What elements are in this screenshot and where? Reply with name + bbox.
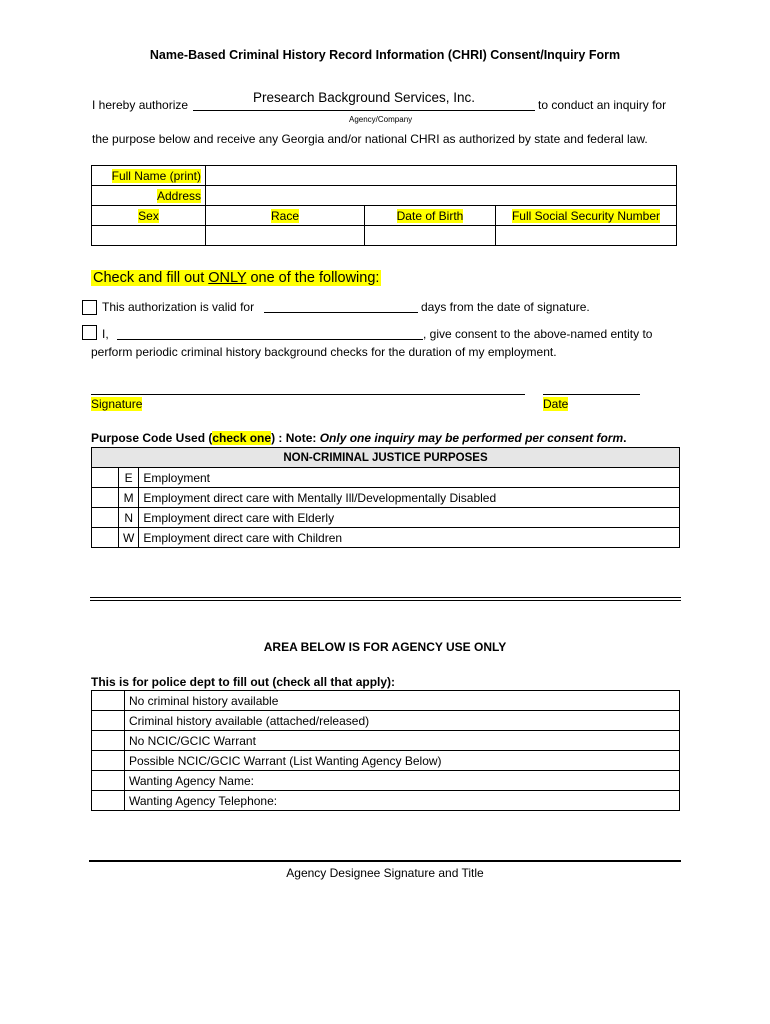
agency-row-label: No criminal history available — [125, 691, 680, 711]
date-line[interactable] — [543, 394, 640, 395]
purpose-code: E — [119, 468, 139, 488]
purpose-e-checkbox[interactable] — [92, 468, 119, 488]
purpose-table-header: NON-CRIMINAL JUSTICE PURPOSES — [92, 448, 680, 468]
purpose-desc: Employment direct care with Children — [139, 528, 680, 548]
identification-table — [91, 165, 677, 246]
agency-field[interactable] — [193, 88, 535, 111]
agency-row-label: Possible NCIC/GCIC Warrant (List Wanting Agency Below) — [125, 751, 680, 771]
agency-checkbox[interactable] — [92, 751, 125, 771]
table-row — [92, 751, 680, 771]
agency-field-value: Presearch Background Services, Inc. — [252, 90, 476, 105]
agency-table — [91, 690, 680, 811]
purpose-m-checkbox[interactable] — [92, 488, 119, 508]
table-row — [92, 731, 680, 751]
signature-line[interactable] — [91, 394, 525, 395]
agency-row-label: Wanting Agency Telephone: — [125, 791, 680, 811]
agency-checkbox[interactable] — [92, 691, 125, 711]
signature-label: Signature — [91, 397, 143, 411]
table-row — [92, 691, 680, 711]
option1-checkbox[interactable] — [82, 300, 97, 315]
purpose-code: M — [119, 488, 139, 508]
consent-name-field[interactable] — [117, 325, 423, 340]
sex-input[interactable] — [92, 226, 206, 246]
purpose-desc: Employment direct care with Elderly — [139, 508, 680, 528]
agency-checkbox[interactable] — [92, 731, 125, 751]
table-row — [92, 711, 680, 731]
purpose-w-checkbox[interactable] — [92, 528, 119, 548]
purpose-desc: Employment — [139, 468, 680, 488]
dob-input[interactable] — [365, 226, 496, 246]
purpose-code: W — [119, 528, 139, 548]
police-label: This is for police dept to fill out (check all that apply): — [91, 675, 396, 689]
date-label: Date — [543, 397, 569, 411]
agency-checkbox[interactable] — [92, 791, 125, 811]
agency-row-label: No NCIC/GCIC Warrant — [125, 731, 680, 751]
agency-checkbox[interactable] — [92, 771, 125, 791]
table-row — [92, 468, 680, 488]
page-title: Name-Based Criminal History Record Information (CHRI) Consent/Inquiry Form — [149, 48, 621, 62]
agency-caption: Agency/Company — [349, 115, 413, 124]
designee-label: Agency Designee Signature and Title — [286, 866, 484, 880]
address-input[interactable] — [206, 186, 677, 206]
days-field[interactable] — [264, 298, 418, 313]
dob-header: Date of Birth — [396, 208, 464, 223]
option2-checkbox[interactable] — [82, 325, 97, 340]
option2-suffix: , give consent to the above-named entity to — [423, 327, 653, 341]
option1-suffix: days from the date of signature. — [421, 300, 590, 314]
authorize-prefix: I hereby authorize — [92, 98, 189, 112]
sex-header: Sex — [138, 208, 159, 223]
table-row — [92, 771, 680, 791]
agency-checkbox[interactable] — [92, 711, 125, 731]
agency-row-label: Wanting Agency Name: — [125, 771, 680, 791]
check-heading: Check and fill out ONLY one of the following: — [93, 270, 380, 286]
address-label: Address — [156, 188, 201, 203]
purpose-desc: Employment direct care with Mentally Ill/Developmentally Disabled — [139, 488, 680, 508]
ssn-header: Full Social Security Number — [511, 208, 661, 223]
option2-line2: perform periodic criminal history background checks for the duration of my employment. — [91, 345, 557, 359]
race-header: Race — [270, 208, 299, 223]
section-divider — [90, 597, 681, 601]
ssn-input[interactable] — [496, 226, 677, 246]
purpose-n-checkbox[interactable] — [92, 508, 119, 528]
purpose-label: Purpose Code Used (check one) : Note: Only one inquiry may be performed per consent form. — [91, 431, 627, 445]
option1-prefix: This authorization is valid for — [102, 300, 255, 314]
purpose-table — [91, 447, 680, 548]
authorize-line2: the purpose below and receive any Georgia and/or national CHRI as authorized by state and federal law. — [92, 132, 648, 146]
full-name-label: Full Name (print) — [111, 168, 201, 183]
option2-prefix: I, — [102, 327, 109, 341]
table-row — [92, 488, 680, 508]
race-input[interactable] — [206, 226, 365, 246]
table-row — [92, 791, 680, 811]
table-row — [92, 508, 680, 528]
purpose-code: N — [119, 508, 139, 528]
table-row — [92, 528, 680, 548]
agency-heading: AREA BELOW IS FOR AGENCY USE ONLY — [263, 640, 507, 654]
designee-signature-line[interactable] — [89, 860, 681, 862]
full-name-input[interactable] — [206, 166, 677, 186]
authorize-suffix: to conduct an inquiry for — [538, 98, 667, 112]
agency-row-label: Criminal history available (attached/released) — [125, 711, 680, 731]
